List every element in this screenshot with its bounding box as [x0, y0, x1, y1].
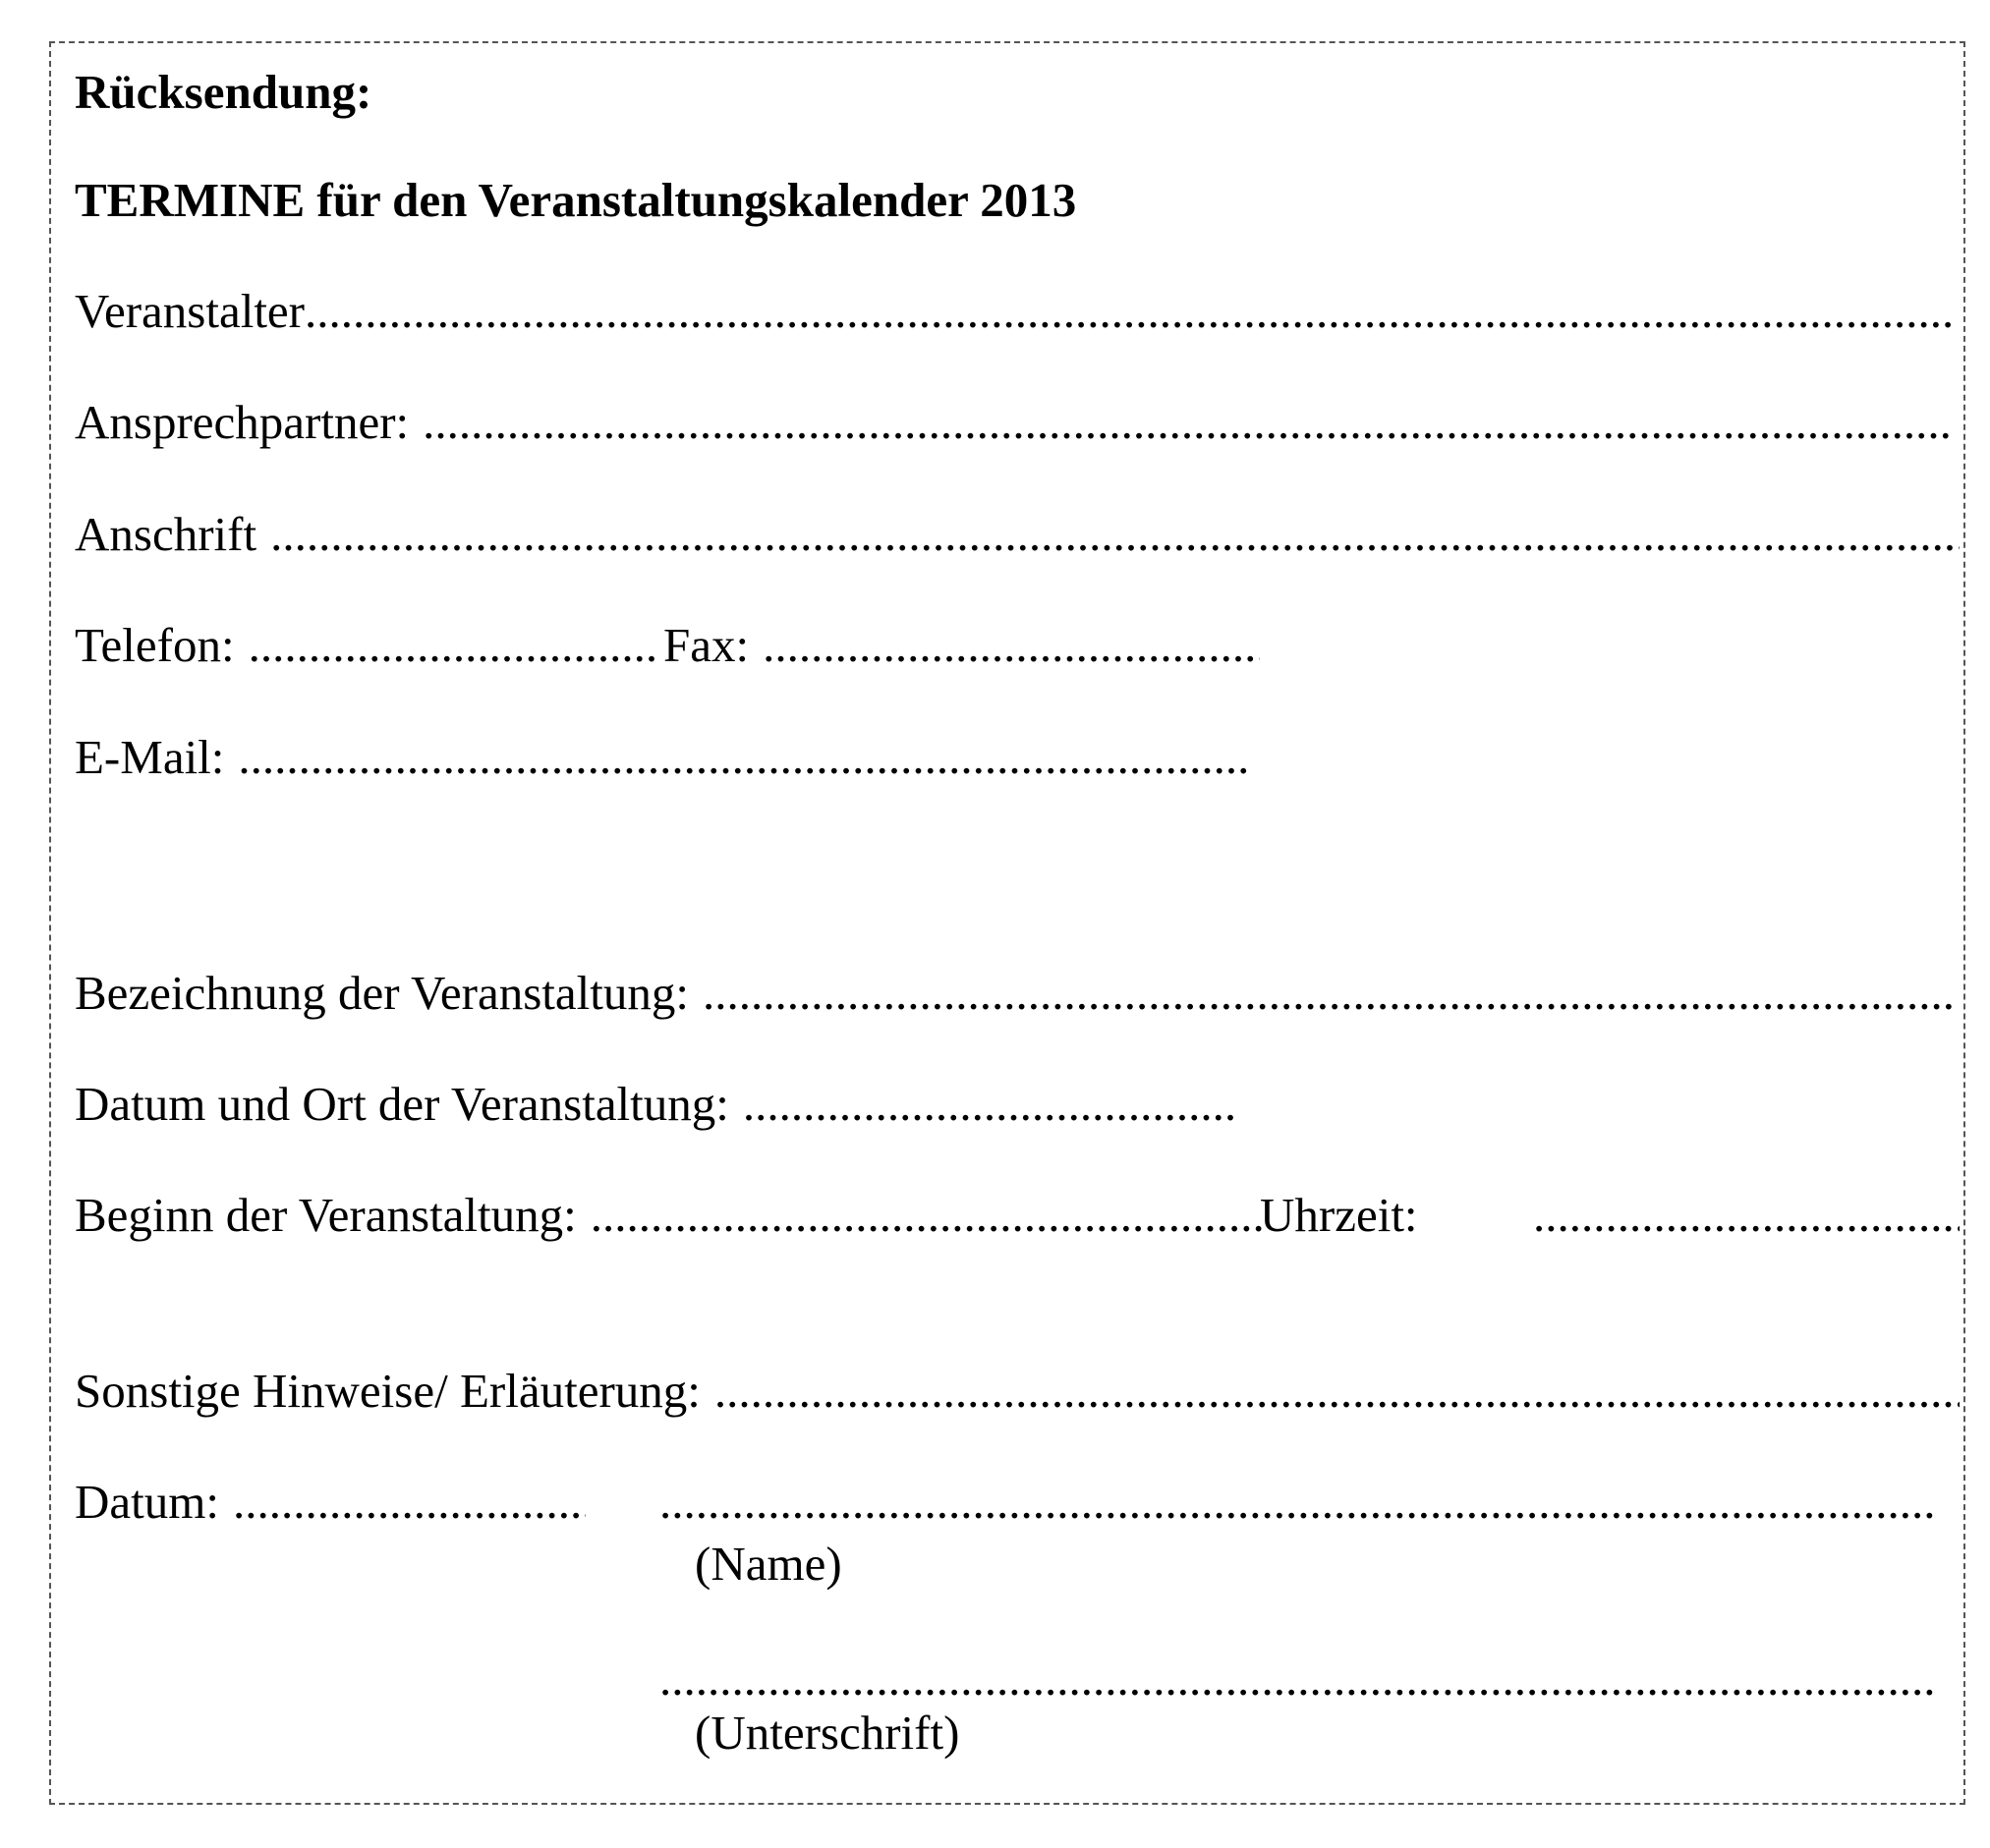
notes-field[interactable] [714, 1362, 1960, 1421]
name-line-row [659, 1473, 1937, 1532]
notes-row [75, 1362, 1960, 1421]
event-name-field[interactable] [703, 964, 1954, 1023]
signoff-date-label: Datum: [75, 1475, 219, 1529]
signature-line-row [659, 1650, 1937, 1708]
contact-person-field[interactable] [423, 393, 1954, 452]
notes-label: Sonstige Hinweise/ Erläuterung: [75, 1364, 701, 1418]
contact-person-row [75, 393, 1954, 452]
event-date-place-label: Datum und Ort der Veranstaltung: [75, 1077, 729, 1131]
event-date-place-row [75, 1075, 1236, 1134]
fax-label: Fax: [663, 618, 750, 672]
form-heading: Rücksendung: [75, 65, 372, 119]
organizer-field[interactable] [305, 282, 1954, 341]
return-form [49, 41, 1965, 1805]
event-time-field[interactable] [1533, 1186, 1960, 1245]
signoff-date-field[interactable] [233, 1473, 586, 1532]
event-name-row [75, 964, 1954, 1023]
name-caption: (Name) [695, 1537, 842, 1591]
fax-field[interactable] [763, 616, 1260, 675]
form-title: TERMINE für den Veranstaltungskalender 2013 [75, 173, 1077, 227]
email-field[interactable] [238, 728, 1250, 787]
signoff-date-row [75, 1473, 586, 1532]
signature-field[interactable] [659, 1650, 1937, 1708]
signature-caption: (Unterschrift) [695, 1706, 960, 1760]
event-start-field[interactable] [591, 1186, 1264, 1245]
phone-field[interactable] [249, 616, 654, 675]
email-row [75, 728, 1250, 787]
event-time-row [1533, 1186, 1960, 1245]
fax-row [663, 616, 1260, 675]
phone-row [75, 616, 654, 675]
name-field[interactable] [659, 1473, 1937, 1532]
event-time-label: Uhrzeit: [1260, 1188, 1418, 1242]
address-row [75, 505, 1960, 564]
address-field[interactable] [270, 505, 1960, 564]
address-label: Anschrift [75, 507, 257, 561]
organizer-label: Veranstalter [75, 284, 305, 338]
event-start-row [75, 1186, 1264, 1245]
event-name-label: Bezeichnung der Veranstaltung: [75, 966, 690, 1020]
email-label: E-Mail: [75, 730, 225, 784]
phone-label: Telefon: [75, 618, 235, 672]
organizer-row [75, 282, 1954, 341]
event-start-label: Beginn der Veranstaltung: [75, 1188, 577, 1242]
contact-person-label: Ansprechpartner: [75, 395, 410, 449]
event-date-place-field[interactable] [743, 1075, 1236, 1134]
